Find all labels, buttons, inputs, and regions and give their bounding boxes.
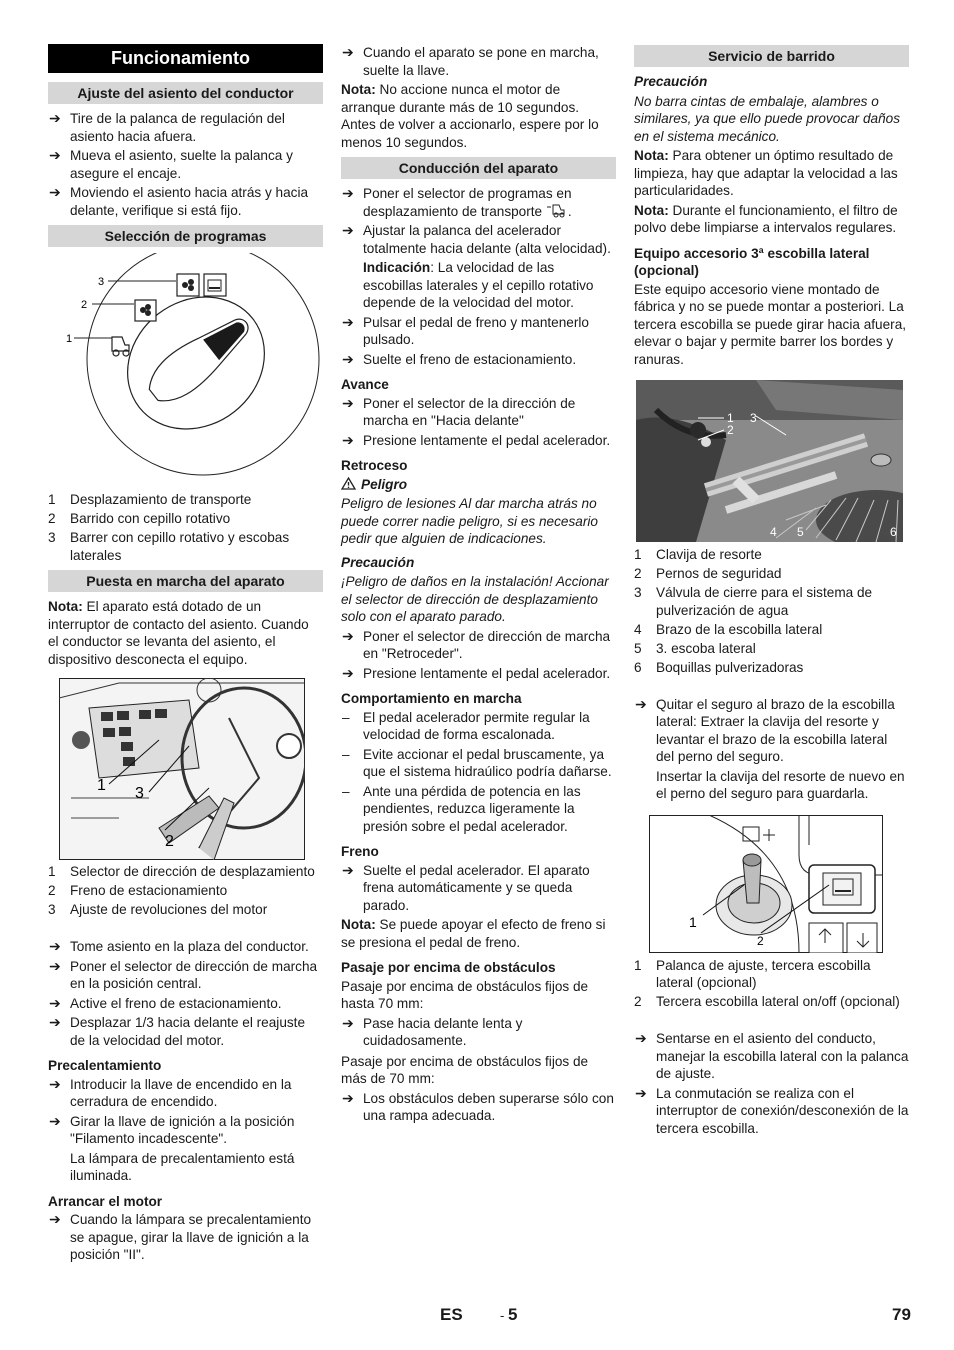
list-item: ➔ Cuando la lámpara se precalentamiento se apague, girar la llave de ignición a la posición "II". [49,1211,312,1262]
list-item: – Ante una pérdida de potencia en las pendientes, reduzca ligeramente la presión sobre el pedal acelerador. [342,783,581,834]
callout: 1 [97,777,106,794]
arrow-right-icon: ➔ [49,1211,61,1227]
danger-label: Peligro [341,476,616,494]
arrow-right-icon: ➔ [49,147,61,163]
arrow-right-icon: ➔ [342,627,354,644]
indented-note: Insertar la clavija del resorte de nuevo en el perno del seguro para guardarla. [656,768,905,801]
arrow-right-icon: ➔ [342,44,354,60]
transport-mode-icon [546,204,568,218]
list-item: ➔ La conmutación se realiza con el interruptor de conexión/desconexión de la tercera escobilla. [635,1084,909,1136]
figure-legend-item: 2 Pernos de seguridad [634,566,782,581]
program-selector-figure [48,253,323,488]
arrow-right-icon: ➔ [49,994,61,1011]
program-knob [101,270,291,456]
column-middle [341,44,616,1127]
figure-legend-item: 2 Tercera escobilla lateral on/off (opcional) [634,994,900,1009]
list-item: ➔ Girar la llave de ignición a la posición "Filamento incadescente". [49,1112,295,1146]
arrow-right-icon: ➔ [49,938,61,954]
figure-legend-item: 2 Barrido con cepillo rotativo [48,511,231,526]
list-item: ➔ Cuando el aparato se pone en marcha, suelte la llave. [342,44,599,78]
figure-legend-item: 2 Freno de estacionamiento [48,883,228,898]
arrow-right-icon: ➔ [49,184,61,200]
list-item: ➔ Mueva el asiento, suelte la palanca y asegure el encaje. [49,147,293,181]
list-item: ➔ Moviendo el asiento hacia atrás y hacia delante, verifique si está fijo. [49,184,309,218]
arrow-right-icon: ➔ [49,957,61,974]
page-title: Funcionamiento [48,44,323,73]
list-item: ➔ Tome asiento en la plaza del conductor. [49,938,309,954]
list-item: ➔ Introducir la llave de encendido en la cerradura de encendido. [49,1075,292,1109]
list-item: – Evite accionar el pedal bruscamente, ya que el sistema hidraúlico podría dañarse. [342,746,612,779]
joystick-figure [649,815,883,953]
subheading-accessory: Equipo accesorio 3ª escobilla lateral (opcional) [634,245,870,278]
list-item: ➔ Ajustar la palanca del acelerador totalmente hacia delante (alta velocidad). [342,222,611,256]
section-seat-adjust: Ajuste del asiento del conductor [48,82,323,104]
arrow-right-icon: ➔ [342,1014,354,1031]
callout: 2 [165,833,174,850]
warning-triangle-icon [341,477,356,490]
column-left [48,44,323,1266]
brush-side-icon [177,274,226,296]
callout: 2 [727,423,734,437]
arrow-right-icon: ➔ [342,394,354,411]
callout: 6 [890,525,897,539]
transport-icon [112,337,129,356]
note: Nota: Se puede apoyar el efecto de freno si se presiona el pedal de freno. [341,917,606,950]
arrow-right-icon: ➔ [635,695,647,712]
danger-text: Peligro de lesiones Al dar marcha atrás no puede correr nadie peligro, si es necesario pedir que alguien de indicaciones. [341,496,598,546]
list-item: ➔ Poner el selector de la dirección de marcha en "Hacia delante" [342,394,576,428]
subheading-behaviour: Comportamiento en marcha [341,691,522,706]
figure-legend-item: 1 Selector de dirección de desplazamiento [48,864,315,879]
arrow-right-icon: ➔ [342,664,354,681]
arrow-right-icon: ➔ [342,861,354,878]
arrow-right-icon: ➔ [49,1075,61,1092]
footer-subpage: - 5 [500,1305,518,1324]
note: Nota: No accione nunca el motor de arranque durante más de 10 segundos. Antes de volver a accionarlo, espere por lo menos 10 segundos. [341,82,599,150]
arrow-right-icon: ➔ [635,1084,647,1101]
arrow-right-icon: ➔ [342,1089,354,1106]
caution-label: Precaución [341,554,415,570]
section-program-select: Selección de programas [48,225,323,247]
side-brush-photo [636,380,903,542]
list-item: ➔ Desplazar 1/3 hacia delante el reajuste de la velocidad del motor. [49,1014,306,1048]
figure-legend-item: 3 Válvula de cierre para el sistema de pulverización de agua [634,585,873,618]
figure-legend-item: 3 Barrer con cepillo rotativo y escobas laterales [48,530,290,563]
paragraph: Este equipo accesorio viene montado de fábrica y no se puede montar a posteriori. La tercera escobilla se puede girar hacia afuera, elevar o bajar y permite barrer los bordes y ranuras. [634,281,907,367]
figure-legend-item: 1 Palanca de ajuste, tercera escobilla lateral (opcional) [634,957,871,990]
callout: 3 [750,411,757,425]
callout: 3 [135,785,144,802]
dashboard-figure [59,678,305,860]
note: Nota: Para obtener un óptimo resultado de limpieza, hay que adaptar la velocidad a las particularidades. [634,148,898,198]
column-right [634,44,909,1139]
list-item: ➔ Suelte el pedal acelerador. El aparato frena automáticamente y se queda parado. [342,861,590,913]
page-number: 79 [892,1305,911,1324]
caution-text: No barra cintas de embalaje, alambres o similares, ya que ello puede provocar daños en el sistema mecánico. [634,93,900,144]
figure-legend-item: 1 Desplazamiento de transporte [48,492,252,507]
list-item: ➔ Los obstáculos deben superarse sólo con una rampa adecuada. [342,1089,614,1123]
footer-language: ES [440,1305,463,1324]
list-item: ➔ Quitar el seguro al brazo de la escobilla lateral: Extraer la clavija del resorte y levantar el brazo de la escobilla lateral del perno del seguro. [635,695,895,764]
list-item: ➔ Poner el selector de programas en desplazamiento de transporte . [342,185,572,219]
subheading-preheat: Precalentamiento [48,1058,162,1073]
callout: 3 [98,276,105,288]
subheading-forward: Avance [341,377,389,392]
paragraph: Pasaje por encima de obstáculos fijos de más de 70 mm: [341,1053,589,1086]
subheading-brake: Freno [341,844,379,859]
caution-text: ¡Peligro de daños en la instalación! Accionar el selector de dirección de desplazamiento solo con el aparato parado. [341,574,609,624]
list-item: ➔ Pase hacia delante lenta y cuidadosamente. [342,1014,523,1048]
figure-legend-item: 4 Brazo de la escobilla lateral [634,621,823,637]
list-item: ➔ Active el freno de estacionamiento. [49,994,282,1011]
subheading-obstacles: Pasaje por encima de obstáculos [341,960,556,975]
section-sweeping: Servicio de barrido [634,45,909,67]
arrow-right-icon: ➔ [342,350,354,367]
list-item: ➔ Pulsar el pedal de freno y mantenerlo pulsado. [342,313,589,347]
subheading-reverse: Retroceso [341,458,408,473]
section-startup: Puesta en marcha del aparato [48,570,323,592]
callout: 2 [81,299,88,311]
arrow-right-icon: ➔ [342,222,354,238]
arrow-right-icon: ➔ [342,431,354,448]
arrow-right-icon: ➔ [635,1030,647,1046]
section-driving: Conducción del aparato [341,157,616,179]
note: Nota: El aparato está dotado de un interruptor de contacto del asiento. Cuando el conductor se levanta del asiento, el dispositivo desconecta el equipo. [48,599,309,667]
figure-legend-item: 3 Ajuste de revoluciones del motor [48,902,268,917]
note: Nota: Durante el funcionamiento, el filtro de polvo debe limpiarse a intervalos regulares. [634,202,898,235]
callout: 5 [797,525,804,539]
callout: 1 [66,333,73,345]
brush-icon [135,300,156,321]
arrow-right-icon: ➔ [49,110,61,126]
paragraph: Pasaje por encima de obstáculos fijos de hasta 70 mm: [341,978,589,1011]
figure-legend-item: 5 3. escoba lateral [634,640,756,656]
subheading-start-engine: Arrancar el motor [48,1193,163,1209]
list-item: ➔ Poner el selector de dirección de marcha en la posición central. [49,957,318,991]
callout: 4 [770,525,777,539]
arrow-right-icon: ➔ [342,313,354,330]
callout: 1 [727,411,734,425]
arrow-right-icon: ➔ [49,1112,61,1129]
list-item: ➔ Tire de la palanca de regulación del asiento hacia afuera. [49,110,285,144]
callout: 2 [757,933,764,948]
callout: 1 [689,913,697,930]
list-item: ➔ Presione lentamente el pedal acelerador. [342,664,611,681]
arrow-right-icon: ➔ [49,1014,61,1030]
figure-legend-item: 6 Boquillas pulverizadoras [634,659,804,675]
list-item: ➔ Suelte el freno de estacionamiento. [342,350,577,367]
list-item: ➔ Presione lentamente el pedal acelerador. [342,431,611,448]
indented-note: La lámpara de precalentamiento está iluminada. [70,1150,295,1183]
figure-legend-item: 1 Clavija de resorte [634,547,762,562]
caution-label: Precaución [634,74,708,89]
list-item: ➔ Poner el selector de dirección de marcha en "Retroceder". [342,627,611,661]
indication: Indicación: La velocidad de las escobillas laterales y el cepillo rotativo depende de la velocidad del motor. [363,260,594,310]
arrow-right-icon: ➔ [342,185,354,201]
list-item: – El pedal acelerador permite regular la velocidad de forma escalonada. [342,709,590,742]
list-item: ➔ Sentarse en el asiento del conducto, manejar la escobilla lateral con la palanca de ajuste. [635,1030,909,1081]
